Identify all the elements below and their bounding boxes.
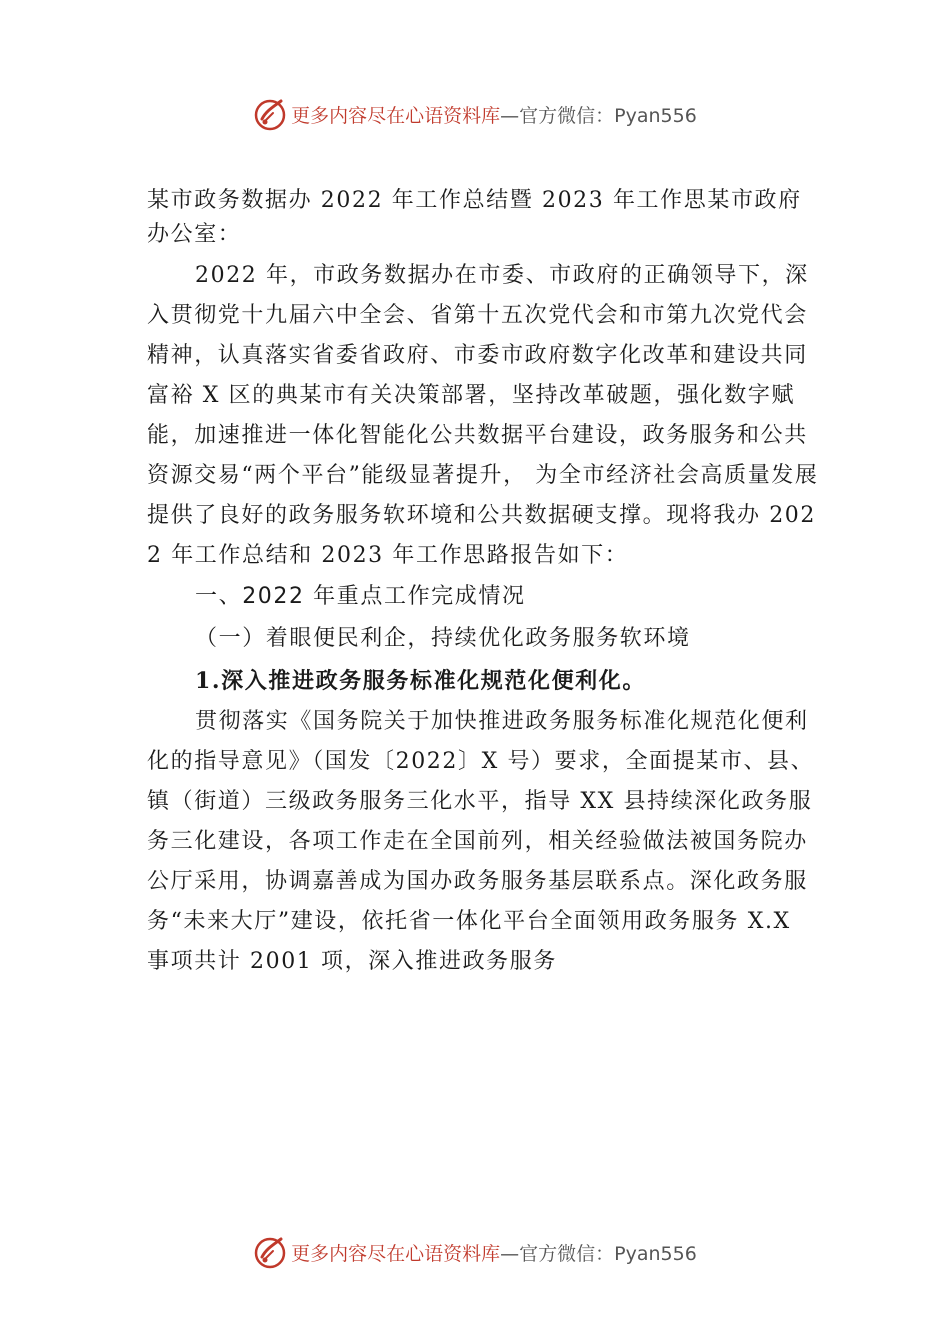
section-heading: 一、2022 年重点工作完成情况 — [195, 584, 526, 609]
body-paragraph: 贯彻落实《国务院关于加快推进政务服务标准化规范化便利化的指导意见》（国发〔2022〕X 号）要求，全面提某市、县、镇（街道）三级政务服务三化水平，指导 XX 县持续深化政务服务三化建设，各项工作走在全国前列，相关经验做法被国务院办公厅采用，协调嘉善成为国办政务服务基层联系点。深化政务服务“未来大厅”建设，依托省一体化平台全面领用政务服务 X.X 事项共计 2001 项，深入推进政务服务 — [147, 709, 815, 974]
document-title: 某市政务数据办 2022 年工作总结暨 2023 年工作思某市政府办公室： — [147, 188, 802, 247]
item-heading: 1.深入推进政务服务标准化规范化便利化。 — [195, 668, 646, 694]
subsection-heading: （一）着眼便民利企，持续优化政务服务软环境 — [195, 626, 691, 651]
watermark-text: 更多内容尽在心语资料库—官方微信：Pyan556 — [291, 1242, 697, 1265]
intro-paragraph: 2022 年，市政务数据办在市委、市政府的正确领导下，深入贯彻党十九届六中全会、省第十五次党代会和市第九次党代会精神，认真落实省委省政府、市委市政府数字化改革和建设共同富裕 X 区的典某市有关决策部署，坚持改革破题，强化数字赋能，加速推进一体化智能化公共数据平台建设，政务服务和公共资源交易“两个平台”能级显著提升， 为全市经济社会高质量发展提供了良好的政务服务软环境和公共数据硬支撑。现将我办 2022 年工作总结和 2023 年工作思路报告如下： — [147, 263, 819, 568]
brush-logo-icon — [253, 97, 287, 131]
watermark-banner-bottom — [0, 1232, 950, 1272]
watermark-text: 更多内容尽在心语资料库—官方微信：Pyan556 — [291, 104, 697, 127]
watermark-banner-top — [0, 94, 950, 134]
document-body — [147, 184, 822, 982]
brush-logo-icon — [253, 1235, 287, 1269]
